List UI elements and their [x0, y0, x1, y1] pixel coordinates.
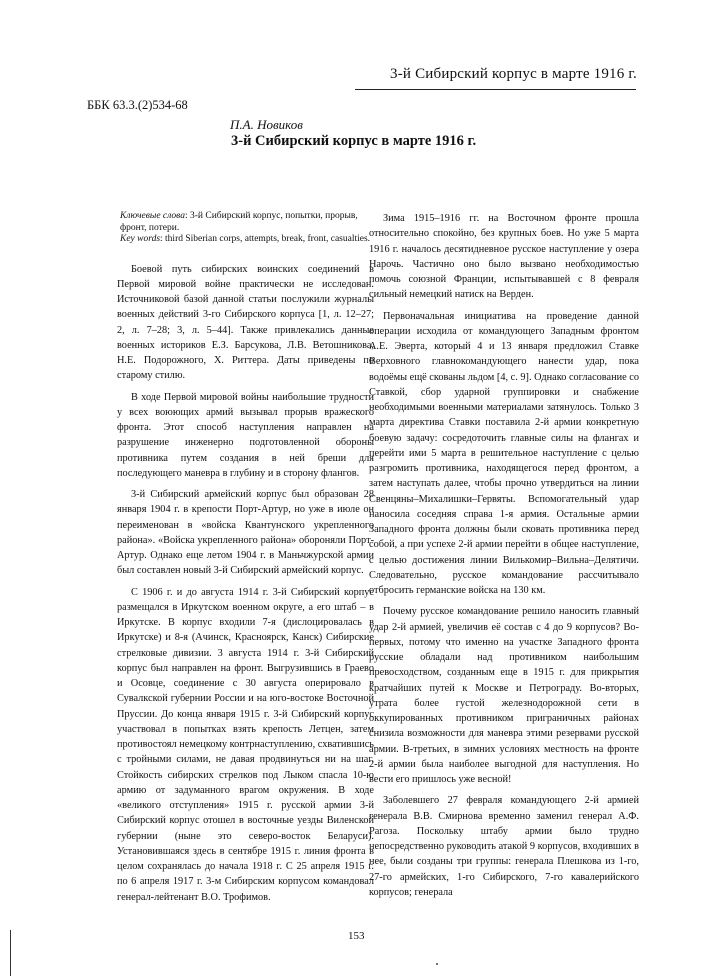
running-head: 3-й Сибирский корпус в марте 1916 г. [390, 66, 637, 82]
keywords-en-text: : third Siberian corps, attempts, break, front, casualties. [160, 234, 371, 244]
paragraph: Заболевшего 27 февраля командующего 2-й армией генерала В.В. Смирнова временно заменил генерал А.Ф. Рагоза. Поскольку штабу армии было трудно непосредственно руководить атакой 9 корпусов, входивших в нее, были созданы три группы: генерала Плешкова из 1-го, 27-го армейских, 1-го Сибирского, 7-го кавалерийского корпусов; генерала [369, 795, 639, 898]
right-column [369, 211, 639, 900]
keywords-ru-text: : 3-й Сибирский корпус, попытки, прорыв, фронт, потери. [120, 211, 358, 233]
paragraph: Боевой путь сибирских воинских соединений в Первой мировой войне практически не исследован. Источниковой базой данной статьи послужили журналы военных действий 3-го Сибирского корпуса [1, л. 12–27; 2, л. 7–28; 3, л. 5–44]. Также привлекались данные военных историков Е.З. Барсукова, Л.В. Ветошникова, Н.Е. Подорожного, Х. Риттера. Даты приведены по старому стилю. [117, 263, 374, 382]
paragraph: Зима 1915–1916 гг. на Восточном фронте прошла относительно спокойно, без крупных боев. Но уже 5 марта 1916 г. началось десятидневное русское наступление у озера Нарочь. Частично оно было вызвано необходимостью помочь союзной Франции, испытывавшей с 8 февраля сильный немецкий натиск на Верден. [369, 213, 639, 301]
paragraph: 3-й Сибирский армейский корпус был образован 28 января 1904 г. в крепости Порт-Артур, но уже в июле он переименован в «войска Квантунского укрепленного района». «Войска укрепленного района» обороняли Порт-Артур. Однако еще летом 1904 г. в Маньчжурской армии был составлен новый 3-й Сибирский армейский корпус. [117, 489, 374, 577]
keywords-block [117, 211, 374, 246]
keywords-en [120, 234, 374, 246]
paragraph: С 1906 г. и до августа 1914 г. 3-й Сибирский корпус размещался в Иркутском военном округе, а его штаб – в Иркутске. В корпус входили 7-я (дислоцировалась в Иркутске) и 8-я (Ачинск, Красноярск, Канск) Сибирские стрелковые дивизии. 3 августа 1914 г. 3-й Сибирский корпус был направлен на фронт. Выгрузившись в Граево и Осовце, соединение с 30 августа оперировало в Сувалкской губернии России и на юго-востоке Восточной Пруссии. До конца января 1915 г. 3-й Сибирский корпус участвовал в попытках взять крепость Летцен, затем противостоял немецкому контрнаступлению, схватившись с тройными силами, не давая продвинуться ни на шаг. Стойкость сибирских стрелков под Лыком спасла 10-ю армию от задуманного врагом окружения. В ходе «великого отступления» 1915 г. русской армии 3-й Сибирский корпус отошел в восточные уезды Виленской губернии (ныне это северо-восток Беларуси). Установившаяся здесь в сентябре 1915 г. линия фронта в целом сохранялась до начала 1918 г. С 25 апреля 1915 г. по 6 апреля 1917 г. 3-м Сибирским корпусом командовал генерал-лейтенант В.О. Трофимов. [117, 586, 374, 903]
author: П.А. Новиков [230, 117, 303, 132]
keywords-en-label: Key words [120, 234, 161, 244]
bbk-code: ББК 63.3.(2)534-68 [87, 98, 188, 112]
page-number: 153 [348, 930, 365, 942]
paragraph: В ходе Первой мировой войны наибольшие трудности у всех воюющих армий вызывал прорыв вражеского фронта. Этот способ наступления направлен на разрушение инженерно подготовленной обороны противника путем создания в ней бреши для последующего маневра в глубину и в сторону флангов. [117, 391, 374, 479]
article-title: 3-й Сибирский корпус в марте 1916 г. [231, 133, 477, 149]
scan-edge-mark [10, 930, 11, 976]
left-column [117, 211, 374, 905]
scan-speck [436, 963, 438, 965]
header-rule [355, 89, 636, 90]
keywords-ru-label: Ключевые слова [120, 211, 185, 221]
paragraph: Почему русское командование решило наносить главный удар 2-й армией, увеличив её состав с 4 до 9 корпусов? Во-первых, потому что именно на участке Западного фронта русские обладали над противником наибольшим превосходством, созданным еще в 1915 г. для прикрытия кратчайших путей к Москве и Петрограду. Во-вторых, утрата более густой железнодорожной сети в оккупированных противником приграничных районах снизила возможности для маневра этими резервами русской армии. В-третьих, в зимних условиях местность на фронте 2-й армии была наиболее выгодной для наступления. Но вести его пришлось уже весной! [369, 606, 639, 785]
keywords-ru [120, 211, 374, 234]
paragraph: Первоначальная инициатива на проведение данной операции исходила от командующего Западным фронтом А.Е. Эверта, который 4 и 13 января предложил Ставке Верховного главнокомандующего нанести удар, пока водоёмы ещё скованы льдом [4, с. 9]. Однако согласование со Ставкой, сбор ударной группировки и снабжение необходимыми военными материалами затянулось. Только 3 марта директива Ставки поставила 2-й армии конкретную боевую задачу: сосредоточить главные силы на флангах и перейти ими 5 марта в решительное наступление с целью разгромить противника, находящегося перед фронтом, а затем наступать далее, чтобы прочно утвердиться на линии Свенцяны–Михалишки–Гервяты. Вспомогательный удар наносила соседняя справа 1-я армия. Остальные армии Западного фронта должны были сковать противника перед собой, а при успехе 2-й армии перейти в общее наступление, с целью достижения линии Вилькомир–Вильна–Делятичи. Следовательно, русское командование рассчитывало отбросить германские войска на 130 км. [369, 310, 639, 596]
